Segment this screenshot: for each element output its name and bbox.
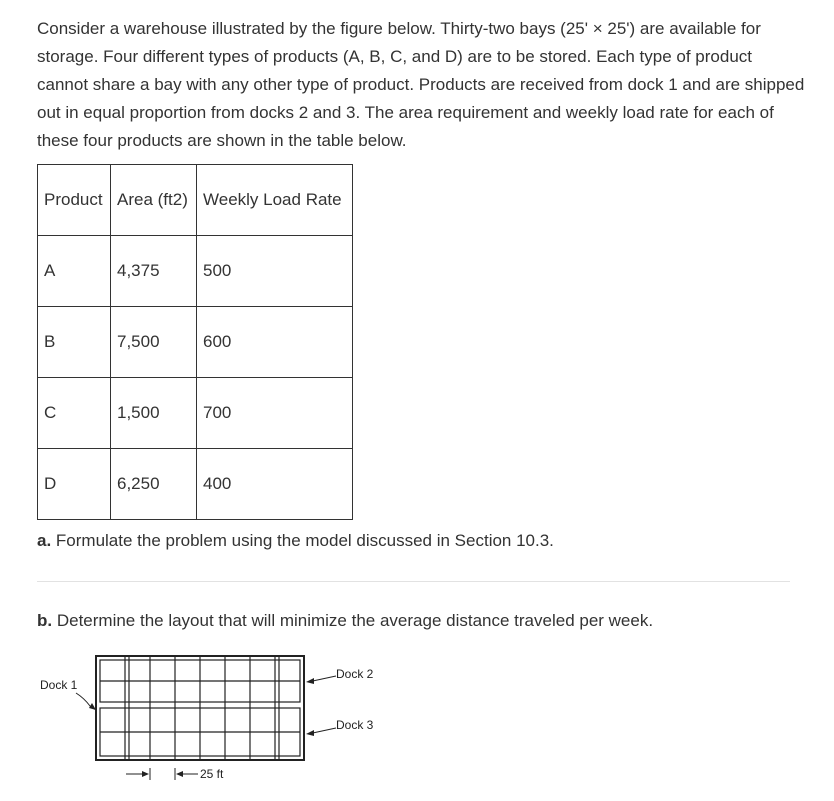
scale-arrowhead-left	[142, 771, 149, 777]
question-a-label: a.	[37, 531, 52, 550]
scale-label: 25 ft	[200, 767, 224, 781]
bay-grid	[100, 656, 300, 760]
table-cell: 600	[197, 307, 353, 378]
question-a-text: Formulate the problem using the model discussed in Section 10.3.	[51, 531, 554, 550]
question-b-label: b.	[37, 611, 53, 630]
table-cell: 6,250	[111, 449, 197, 520]
question-a	[37, 531, 554, 551]
table-row	[38, 236, 353, 307]
section-divider	[37, 581, 790, 582]
table-cell: 700	[197, 378, 353, 449]
dock-3-arrowhead	[306, 730, 314, 736]
table-header-row	[38, 165, 353, 236]
table-cell: C	[38, 378, 111, 449]
table-header-cell: Area (ft2)	[111, 165, 197, 236]
table-cell: 7,500	[111, 307, 197, 378]
table-header-cell: Weekly Load Rate	[197, 165, 353, 236]
dock-3-label: Dock 3	[336, 718, 374, 732]
question-b	[37, 611, 653, 631]
table-cell: A	[38, 236, 111, 307]
table-row	[38, 307, 353, 378]
dock-2-arrowhead	[306, 678, 314, 684]
question-b-text: Determine the layout that will minimize the average distance traveled per week.	[52, 611, 654, 630]
table-cell: 400	[197, 449, 353, 520]
table-cell: 500	[197, 236, 353, 307]
table-row	[38, 449, 353, 520]
scale-bar	[126, 768, 198, 780]
warehouse-figure	[30, 648, 400, 788]
table-cell: B	[38, 307, 111, 378]
scale-arrowhead-right	[176, 771, 183, 777]
table-header-cell: Product	[38, 165, 111, 236]
problem-statement: Consider a warehouse illustrated by the figure below. Thirty-two bays (25' × 25') are available for storage. Four different types of products (A, B, C, and D) are to be stored. Each type of product cannot share a bay with any other type of product. Products are received from dock 1 and are shipped out in equal proportion from docks 2 and 3. The area requirement and weekly load rate for each of these four products are shown in the table below.	[37, 19, 805, 150]
dock-1-arrowhead	[89, 703, 96, 710]
product-table	[37, 164, 353, 520]
table-cell: D	[38, 449, 111, 520]
dock-2-label: Dock 2	[336, 667, 374, 681]
dock-1-label: Dock 1	[40, 678, 78, 692]
table-row	[38, 378, 353, 449]
table-cell: 4,375	[111, 236, 197, 307]
table-cell: 1,500	[111, 378, 197, 449]
